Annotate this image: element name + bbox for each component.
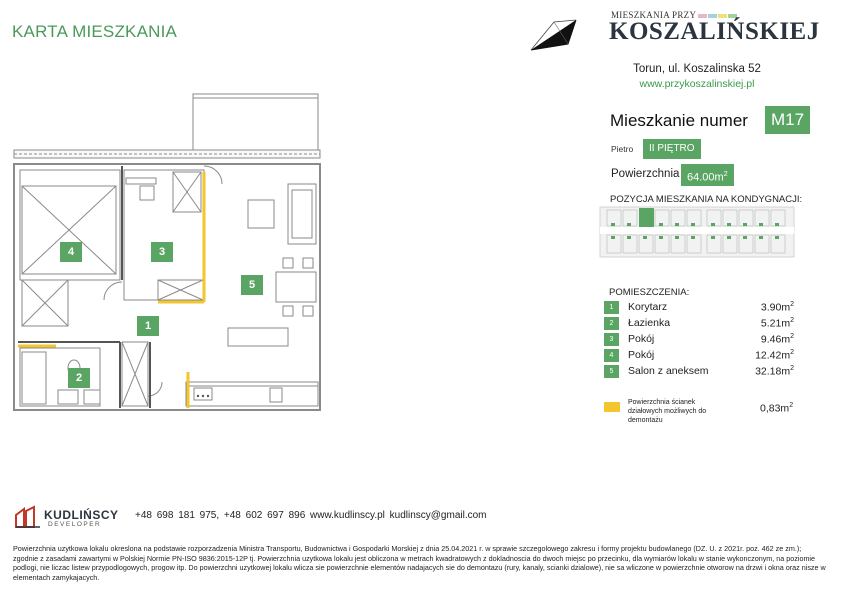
room-area: $12.42m^2$ xyxy=(755,349,794,362)
room-number-badge: 3 xyxy=(604,333,619,346)
area-badge: $64.00m^2$ xyxy=(681,164,734,186)
legal-footnote: Powierzchnia uzytkowa lokalu okreslona na podstawie rozporzadzenia Ministra Transportu, Budownictwa i Gospodarki Morskiej z dnia 25.04.2021 r. w sprawie szczegolowego zakresu i formy projektu budowlanego (DZ. U. z 2021r. poz. 462 ze zm.); zgodnie z zasadami zawartymi w Polskiej Normie PN-ISO 9836:2015-12P tj. Powierzchnia uzytkowa lokalu jest obliczona w metrach kwadratowych z dokladnoscia do dwoch miejsc po przecinku, dla wymiarów lokalu w stanie wykonczonym, na poziomie podlogi, nie liczac listew przypodlogowych, progow itp. Do powierzchni uzytkowej lokalu wlicza sie powierzchnie elementów nadajacych sie do demontazu (rury, kanaly, scianki dzialowe), nie sa wliczone w powierzchnie otworow na drzwi i okna oraz nisze w elementach zamykajacych. xyxy=(13,544,826,582)
room-row xyxy=(604,364,794,380)
room-name: Pokój xyxy=(628,333,655,345)
demolition-swatch xyxy=(604,402,620,412)
room-name: Korytarz xyxy=(628,301,668,313)
room-number-badge: 2 xyxy=(604,317,619,330)
plan-tag-room-5: 5 xyxy=(241,275,263,295)
apartment-number-label: Mieszkanie numer xyxy=(610,111,748,130)
position-label: POZYCJA MIESZKANIA NA KONDYGNACJI: xyxy=(610,194,803,205)
room-row xyxy=(604,300,794,316)
room-name: Salon z aneksem xyxy=(628,365,709,377)
floor-badge: II PIĘTRO xyxy=(643,139,701,159)
room-row xyxy=(604,316,794,332)
room-number-badge: 4 xyxy=(604,349,619,362)
website-link[interactable]: www.przykoszalinskiej.pl xyxy=(639,78,755,90)
rooms-label: POMIESZCZENIA: xyxy=(609,287,690,298)
room-area: $3.90m^2$ xyxy=(760,301,794,314)
address: Torun, ul. Koszalinska 52 xyxy=(633,63,761,75)
developer-subtitle: DEVELOPER xyxy=(48,521,102,528)
room-area: $9.46m^2$ xyxy=(760,333,794,346)
apartment-number-badge: M17 xyxy=(765,106,810,134)
page-title: KARTA MIESZKANIA xyxy=(12,22,178,41)
brand-tagline: MIESZKANIA PRZY xyxy=(611,10,738,20)
contact-info: +48 698 181 975, +48 602 697 896 www.kudlinscy.pl kudlinscy@gmail.com xyxy=(135,510,487,521)
highlighted-apartment xyxy=(639,208,654,227)
brand-name: KOSZALIŃSKIEJ xyxy=(609,18,820,45)
room-name: Łazienka xyxy=(628,317,671,329)
room-area: $5.21m^2$ xyxy=(760,317,794,330)
room-number-badge: 1 xyxy=(604,301,619,314)
room-row xyxy=(604,348,794,364)
compass-icon xyxy=(528,14,586,64)
room-number-badge: 5 xyxy=(604,365,619,378)
area-label: Powierzchnia xyxy=(611,168,680,180)
plan-tag-room-2: 2 xyxy=(68,368,90,388)
floor-label: Pietro xyxy=(611,144,634,154)
demolition-text: Powierzchnia ścianek działowych możliwych do demontażu xyxy=(628,399,707,424)
floor-key-plan xyxy=(597,203,797,261)
room-area: $32.18m^2$ xyxy=(755,365,794,378)
plan-tag-room-4: 4 xyxy=(60,242,82,262)
developer-logo-icon xyxy=(14,505,44,529)
demolition-area: $0,83m^2$ xyxy=(760,402,794,415)
room-row xyxy=(604,332,794,348)
plan-tag-room-3: 3 xyxy=(151,242,173,262)
plan-tag-room-1: 1 xyxy=(137,316,159,336)
developer-name: KUDLIŃSCY xyxy=(44,508,119,522)
room-name: Pokój xyxy=(628,349,655,361)
